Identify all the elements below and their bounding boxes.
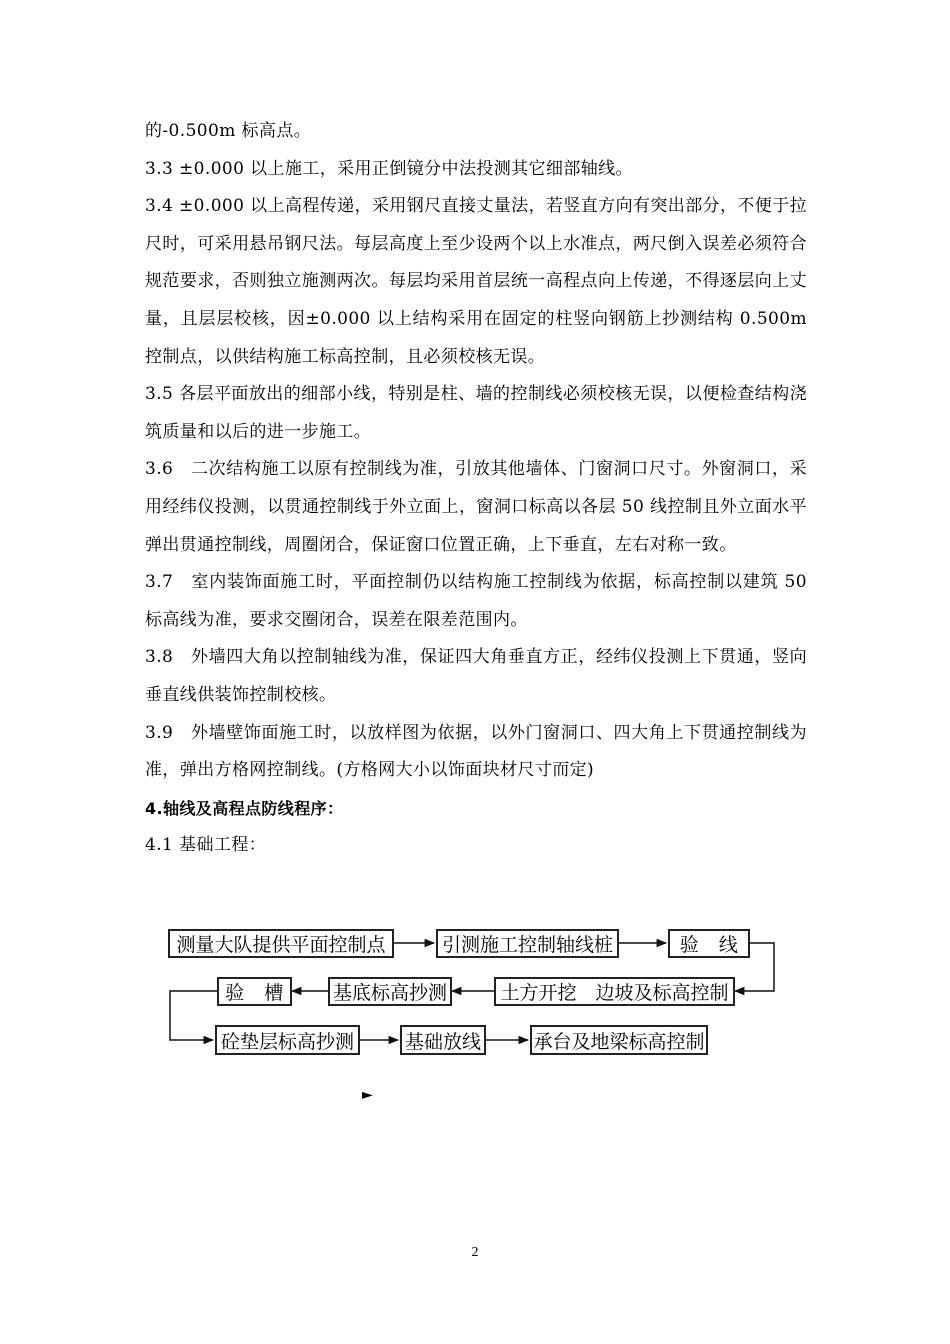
paragraph-3-7: 3.7 室内装饰面施工时，平面控制仍以结构施工控制线为依据，标高控制以建筑 50 标高线为准，要求交圈闭合，误差在限差范围内。: [145, 572, 807, 630]
paragraph-3-6: 3.6 二次结构施工以原有控制线为准，引放其他墙体、门窗洞口尺寸。外窗洞口，采用经纬仪投测，以贯通控制线于外立面上，窗洞口标高以各层 50 线控制且外立面水平弹出贯通控制线，周圈闭合，保证窗口位置正确，上下垂直，左右对称一致。: [145, 459, 807, 555]
flow-box-excavation: 土方开挖 边坡及标高控制: [494, 977, 735, 1006]
flow-box-axis-pile: 引测施工控制轴线桩: [436, 929, 619, 958]
paragraph-3-8: 3.8 外墙四大角以控制轴线为准，保证四大角垂直方正，经纬仪投测上下贯通，竖向垂直线供装饰控制校核。: [145, 647, 807, 705]
paragraph-3-9: 3.9 外墙壁饰面施工时，以放样图为依据，以外门窗洞口、四大角上下贯通控制线为准，弹出方格网控制线。(方格网大小以饰面块材尺寸而定): [145, 722, 807, 781]
flow-box-cushion-elevation: 砼垫层标高抄测: [215, 1025, 360, 1055]
paragraph-3-3: 3.3 ±0.000 以上施工，采用正倒镜分中法投测其它细部轴线。: [145, 158, 633, 179]
section-subheading: 4.1 基础工程：: [145, 835, 267, 856]
paragraph-continuation: 的-0.500m 标高点。: [145, 121, 312, 141]
section-heading: 4.轴线及高程点防线程序：: [145, 798, 344, 818]
flow-box-survey-control-points: 测量大队提供平面控制点: [168, 929, 394, 958]
paragraph-3-5: 3.5 各层平面放出的细部小线，特别是柱、墙的控制线必须校核无误，以便检查结构浇筑质量和以后的进一步施工。: [145, 384, 807, 442]
page-number: 2: [471, 1245, 479, 1260]
flow-box-base-elevation: 基底标高抄测: [328, 977, 452, 1006]
flow-box-line-check: 验 线: [668, 929, 750, 958]
flow-box-cap-beam-elevation: 承台及地梁标高控制: [530, 1025, 708, 1055]
arrow-r2-r3: [170, 991, 217, 1040]
stray-arrow-mark: ►: [362, 1087, 373, 1103]
flow-box-trench-check: 验 槽: [217, 977, 292, 1006]
flow-box-foundation-layout: 基础放线: [400, 1025, 486, 1055]
paragraph-3-4: 3.4 ±0.000 以上高程传递，采用钢尺直接丈量法，若竖直方向有突出部分，不便于拉尺时，可采用悬吊钢尺法。每层高度上至少设两个以上水准点，两尺倒入误差必须符合规范要求，否则独立施测两次。每层均采用首层统一高程点向上传递，不得逐层向上丈量，且层层校核，因±0.000 以上结构采用在固定的柱竖向钢筋上抄测结构 0.500m 控制点，以供结构施工标高控制，且必须校核无误。: [145, 196, 808, 367]
